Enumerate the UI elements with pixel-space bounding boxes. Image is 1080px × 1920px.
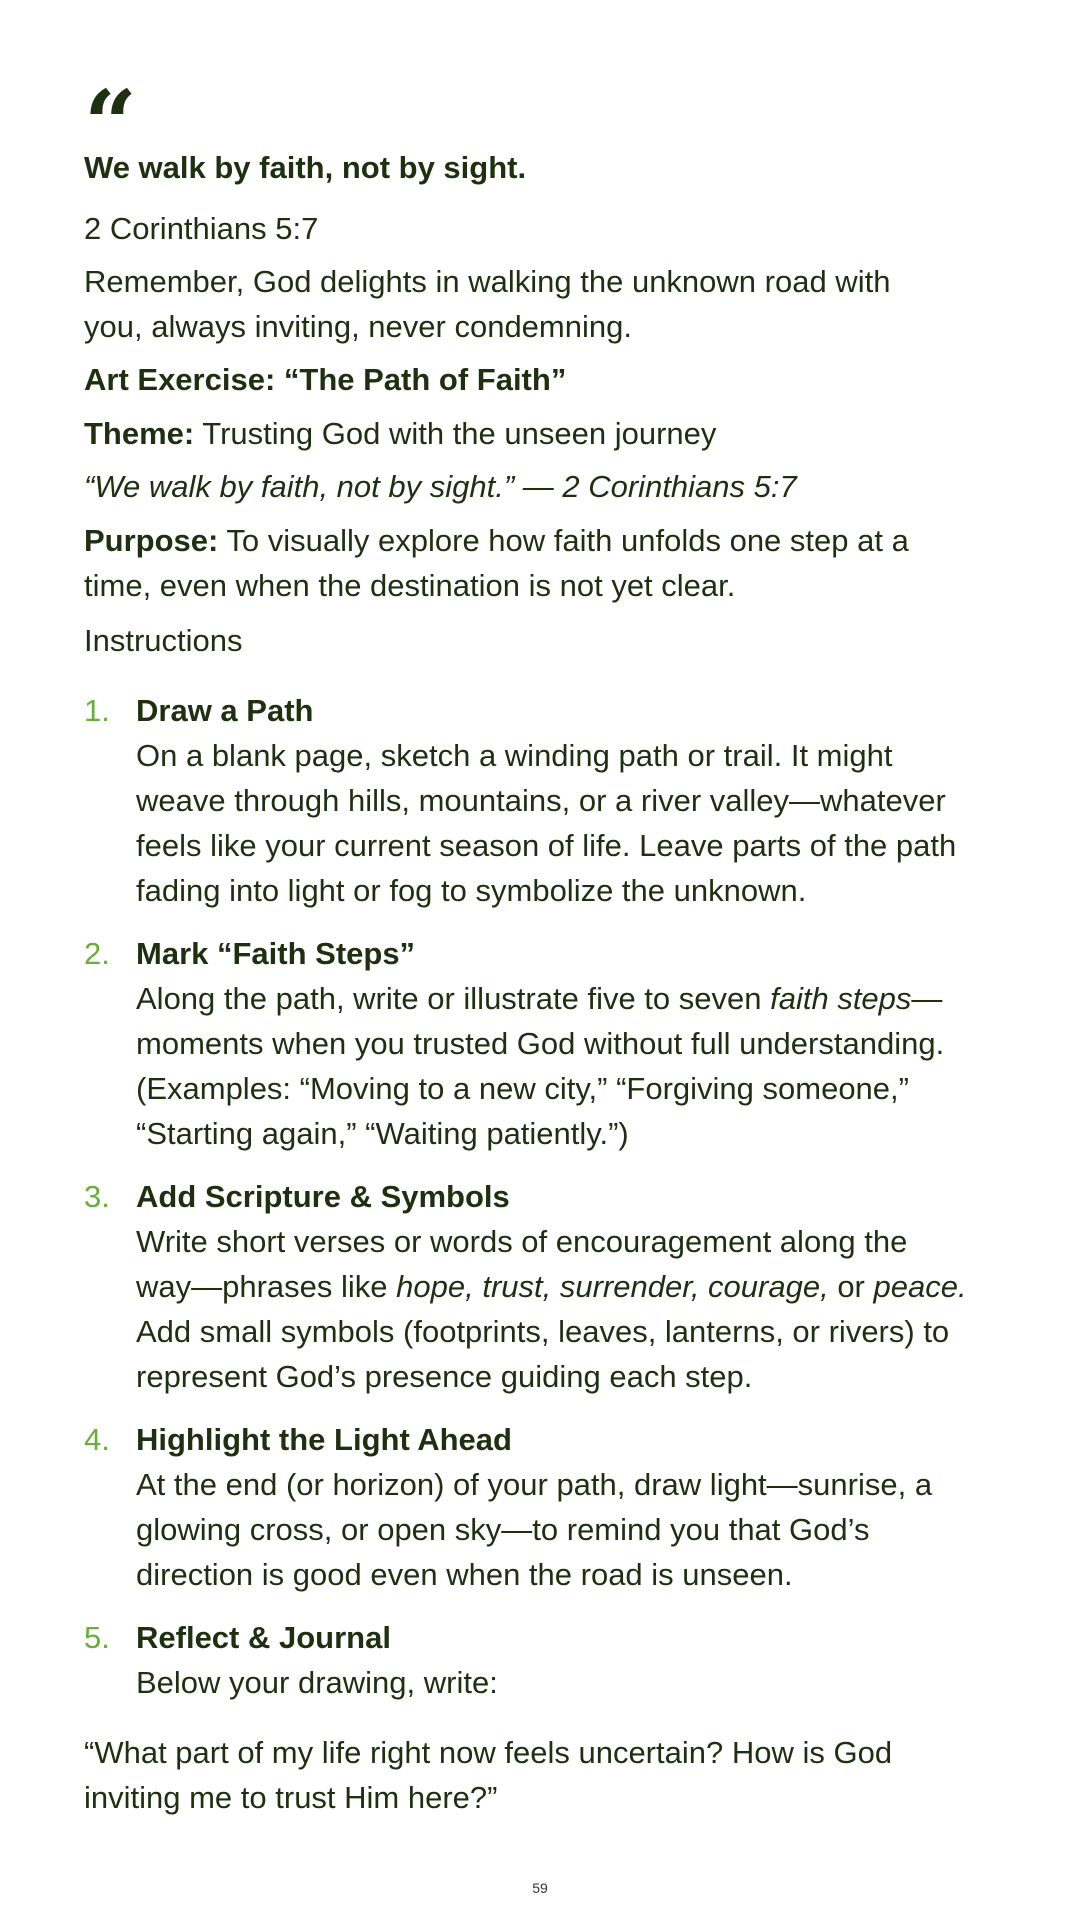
- step-text-line: Below your drawing, write:: [136, 1665, 498, 1700]
- verse-reference: 2 Corinthians 5:7: [84, 211, 319, 246]
- step-title: Mark “Faith Steps”: [136, 936, 416, 971]
- step-text: way—phrases like: [136, 1269, 397, 1304]
- theme-label: Theme:: [84, 416, 195, 451]
- reflection-paragraph: [84, 1730, 1014, 1820]
- step-text-line: [136, 976, 942, 1021]
- page-number: 59: [532, 1880, 548, 1896]
- step-text-line: “Starting again,” “Waiting patiently.”): [136, 1116, 629, 1151]
- step-text-line: weave through hills, mountains, or a river valley—whatever: [136, 783, 946, 818]
- purpose-line: [84, 518, 1014, 563]
- step-text-line: [136, 1264, 967, 1309]
- step-text-line: On a blank page, sketch a winding path or trail. It might: [136, 738, 893, 773]
- remember-line: Remember, God delights in walking the unknown road with: [84, 264, 891, 299]
- remember-line: you, always inviting, never condemning.: [84, 309, 632, 344]
- step-text-emphasis: peace.: [873, 1269, 967, 1304]
- step-number: 1.: [84, 693, 110, 728]
- instructions-heading: Instructions: [84, 623, 243, 658]
- purpose-label: Purpose:: [84, 523, 219, 558]
- step-title: Draw a Path: [136, 693, 314, 728]
- step-title: Add Scripture & Symbols: [136, 1179, 510, 1214]
- step-number: 5.: [84, 1620, 110, 1655]
- reflection-line: inviting me to trust Him here?”: [84, 1780, 498, 1815]
- step-title: Highlight the Light Ahead: [136, 1422, 512, 1457]
- step-text: Along the path, write or illustrate five to seven: [136, 981, 771, 1016]
- purpose-line: time, even when the destination is not yet clear.: [84, 568, 736, 603]
- theme-line: [84, 411, 1014, 456]
- step-text-emphasis: hope, trust, surrender, courage,: [396, 1269, 829, 1304]
- step-text-line: direction is good even when the road is unseen.: [136, 1557, 793, 1592]
- step-text: —: [911, 981, 943, 1016]
- step-text-emphasis: faith steps: [770, 981, 912, 1016]
- step-number: 3.: [84, 1179, 110, 1214]
- step-text: or: [828, 1269, 874, 1304]
- remember-paragraph: [84, 259, 1014, 349]
- step-text-line: (Examples: “Moving to a new city,” “Forgiving someone,”: [136, 1071, 909, 1106]
- step-text-line: Add small symbols (footprints, leaves, lanterns, or rivers) to: [136, 1314, 950, 1349]
- featured-verse: We walk by faith, not by sight.: [84, 150, 527, 185]
- step-text-line: represent God’s presence guiding each step.: [136, 1359, 753, 1394]
- step-text-line: glowing cross, or open sky—to remind you that God’s: [136, 1512, 870, 1547]
- step-text-line: fading into light or fog to symbolize the unknown.: [136, 873, 807, 908]
- purpose-text: To visually explore how faith unfolds one step at a: [218, 523, 909, 558]
- scripture-line: “We walk by faith, not by sight.” — 2 Corinthians 5:7: [84, 469, 797, 504]
- step-text-line: Write short verses or words of encouragement along the: [136, 1224, 908, 1259]
- step-title: Reflect & Journal: [136, 1620, 391, 1655]
- step-text-line: feels like your current season of life. Leave parts of the path: [136, 828, 957, 863]
- theme-text: Trusting God with the unseen journey: [194, 416, 717, 451]
- reflection-line: “What part of my life right now feels uncertain? How is God: [84, 1735, 893, 1770]
- step-text-line: moments when you trusted God without full understanding.: [136, 1026, 945, 1061]
- step-number: 2.: [84, 936, 110, 971]
- step-text-line: At the end (or horizon) of your path, draw light—sunrise, a: [136, 1467, 933, 1502]
- quote-mark-icon: “: [84, 70, 137, 178]
- step-number: 4.: [84, 1422, 110, 1457]
- exercise-title: Art Exercise: “The Path of Faith”: [84, 362, 567, 397]
- purpose-paragraph: [84, 518, 1014, 608]
